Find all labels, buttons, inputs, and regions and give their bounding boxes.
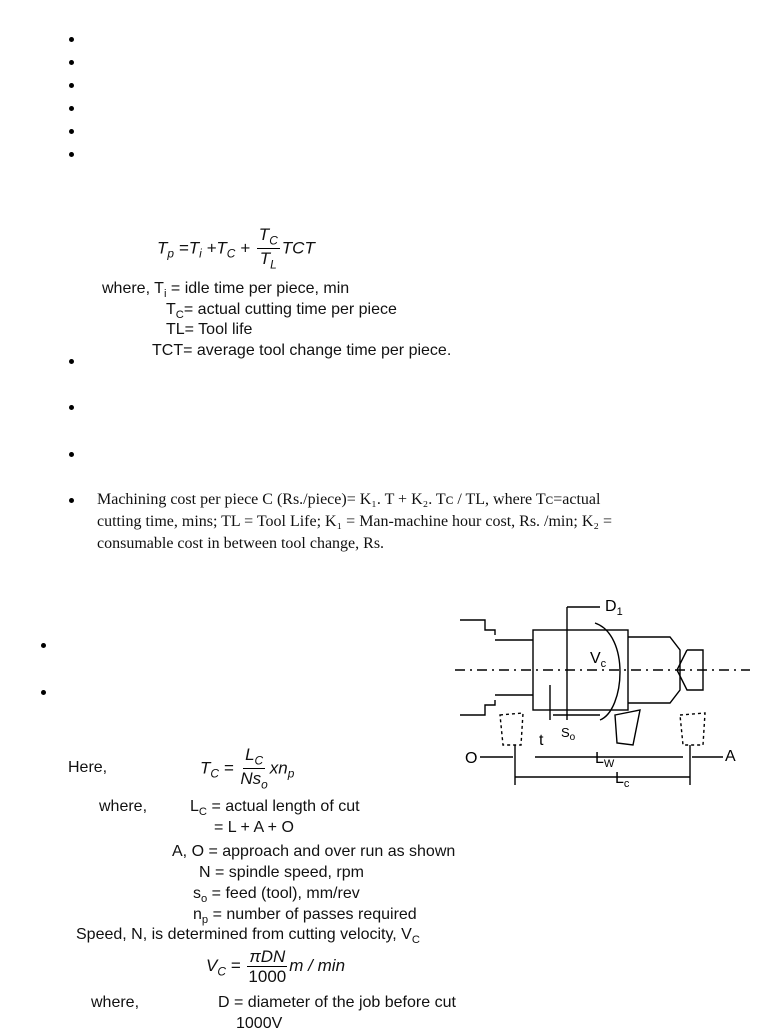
label-a: A <box>725 748 736 765</box>
bullet <box>69 452 74 457</box>
def-length-sum: = L + A + O <box>214 819 294 836</box>
fraction: $\frac{T_C}{T_L}$ <box>258 225 278 272</box>
chuck-outline-bottom <box>460 700 495 715</box>
fraction: $\frac{L_C}{Ns_o}$ <box>240 745 268 792</box>
where-label: where, <box>99 798 148 815</box>
speed-determination-line: Speed, N, is determined from cutting velocity, $V_C$ <box>76 926 420 947</box>
bullet <box>69 359 74 364</box>
label-so: $S_o$ <box>561 725 576 743</box>
cut-off-line: 1000V <box>236 1015 283 1032</box>
def-cutting-time: $T_C=$ actual cutting time per piece <box>166 301 397 322</box>
where-label-2: where, <box>91 994 140 1011</box>
turning-operation-diagram <box>455 595 750 795</box>
fraction: $\frac{\text{πDN}}{1000}$ <box>248 947 287 986</box>
label-d1: $D_1$ <box>605 598 623 618</box>
def-tool-life: TL= Tool life <box>166 321 253 338</box>
def-spindle-speed: N = spindle speed, rpm <box>199 864 364 881</box>
cutting-time-formula: $T_C$ = $\frac{L_C}{Ns_o}$ $xn_p$ <box>200 745 295 792</box>
where-idle-time: where, $T_i$ = idle time per piece, min <box>102 280 350 301</box>
bullet <box>41 690 46 695</box>
cutting-velocity-formula: $V_C$ = $\frac{\text{πDN}}{1000}$ m / min <box>206 947 346 986</box>
bullet <box>69 37 74 42</box>
bullet <box>69 152 74 157</box>
def-feed: $s_o$ = feed (tool), mm/rev <box>193 885 360 906</box>
def-approach-overrun: A, O = approach and over run as shown <box>172 843 456 860</box>
bullet <box>41 643 46 648</box>
chuck-outline <box>460 620 495 635</box>
label-vc: $V_c$ <box>590 650 607 670</box>
bullet <box>69 129 74 134</box>
label-t: t <box>539 732 544 749</box>
turning-diagram-svg <box>455 595 750 795</box>
production-time-formula: $T_p =T_i +T_C$ + $\frac{T_C}{T_L}$ TCT <box>157 225 315 272</box>
bullet <box>69 60 74 65</box>
label-o: O <box>465 750 478 767</box>
machining-cost-paragraph: Machining cost per piece C (Rs./piece)= K₁. T + K₂. Tᴄ / TL, where Tᴄ=actual cutting time, mins; TL = Tool Life; K₁ = Man-machine hour cost, Rs. /min; K₂ = consumable cost in between tool change, Rs. <box>97 491 612 552</box>
def-tool-change-time: TCT= average tool change time per piece. <box>152 342 452 359</box>
cutting-tool <box>615 710 640 745</box>
bullet <box>69 498 74 503</box>
def-passes: $n_p$ = number of passes required <box>193 906 417 927</box>
bullet <box>69 83 74 88</box>
label-lw: $L_W$ <box>595 750 615 770</box>
def-length-of-cut: $L_C$ = actual length of cut <box>190 798 360 819</box>
rotation-arrow <box>595 623 620 720</box>
tool-start-position <box>500 713 523 745</box>
bullet <box>69 405 74 410</box>
here-label: Here, <box>68 759 108 776</box>
bullet <box>69 106 74 111</box>
def-diameter: D = diameter of the job before cut <box>218 994 456 1011</box>
label-lc: $L_c$ <box>615 770 630 790</box>
tool-end-position <box>680 713 705 745</box>
